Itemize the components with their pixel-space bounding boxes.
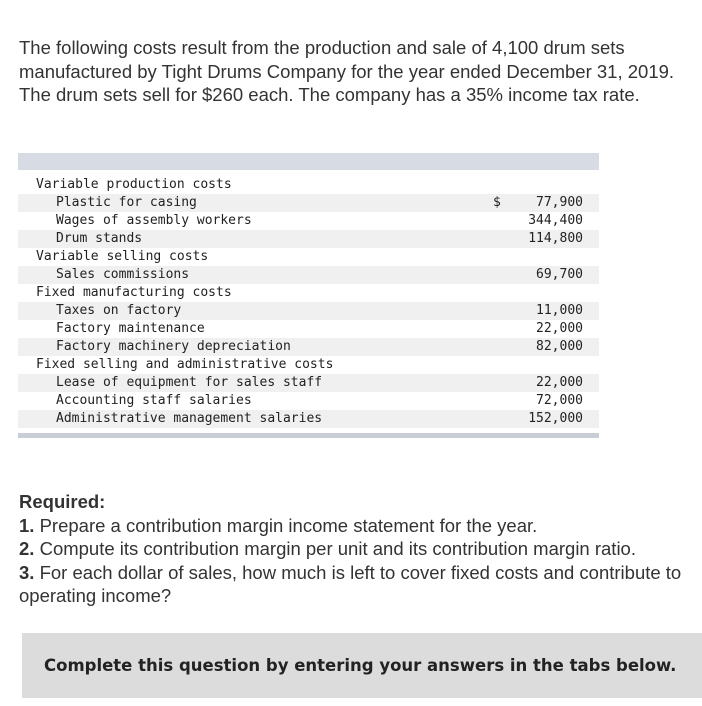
cost-amount <box>493 266 599 284</box>
currency-symbol <box>493 392 505 410</box>
amount-value: 72,000 <box>536 393 583 408</box>
question-3 <box>19 561 689 608</box>
currency-symbol <box>493 338 505 356</box>
cost-label: Plastic for casing <box>56 195 197 210</box>
table-footer-bar <box>18 433 599 438</box>
currency-symbol <box>493 266 505 284</box>
cost-label: Administrative management salaries <box>56 411 323 426</box>
amount-value: 82,000 <box>536 339 583 354</box>
cost-row <box>18 338 599 356</box>
cost-label: Drum stands <box>56 231 143 246</box>
amount-value: 114,800 <box>528 231 583 246</box>
amount-value: 22,000 <box>536 375 583 390</box>
cost-row <box>18 266 599 284</box>
question-text: For each dollar of sales, how much is left to cover fixed costs and contribute to operating income? <box>19 561 682 606</box>
question-text: Prepare a contribution margin income statement for the year. <box>39 514 538 536</box>
currency-symbol <box>493 230 505 248</box>
cost-amount <box>493 212 599 230</box>
currency-symbol <box>493 212 505 230</box>
amount-value: 11,000 <box>536 303 583 318</box>
cost-amount <box>493 374 599 392</box>
section-label: Fixed manufacturing costs <box>36 285 232 300</box>
table-header-bar <box>18 153 599 170</box>
question-2 <box>19 537 689 561</box>
cost-amount <box>493 230 599 248</box>
currency-symbol <box>493 320 505 338</box>
section-row <box>18 176 599 194</box>
cost-table <box>18 153 599 438</box>
cost-label: Accounting staff salaries <box>56 393 252 408</box>
cost-row <box>18 194 599 212</box>
cost-label: Wages of assembly workers <box>56 213 252 228</box>
problem-intro: The following costs result from the production and sale of 4,100 drum sets manufactured by Tight Drums Company for the year ended December 31, 2019. The drum sets sell for $260 each. The company has a 35% income tax rate. <box>19 37 675 105</box>
section-row <box>18 248 599 266</box>
currency-symbol <box>493 374 505 392</box>
amount-value: 344,400 <box>528 213 583 228</box>
question-number: 2. <box>19 538 35 559</box>
amount-value: 69,700 <box>536 267 583 282</box>
cost-row <box>18 392 599 410</box>
currency-symbol: $ <box>493 195 501 210</box>
section-label: Fixed selling and administrative costs <box>36 357 334 372</box>
section-label: Variable production costs <box>36 177 232 192</box>
cost-amount <box>493 410 599 428</box>
amount-value: 152,000 <box>528 411 583 426</box>
amount-value: 77,900 <box>536 195 583 210</box>
required-section <box>19 490 689 608</box>
cost-amount <box>493 302 599 320</box>
currency-symbol <box>493 410 505 428</box>
cost-row <box>18 302 599 320</box>
cost-amount <box>493 338 599 356</box>
cost-label: Lease of equipment for sales staff <box>56 375 323 390</box>
cost-amount <box>493 194 599 212</box>
instruction-banner <box>22 633 702 698</box>
cost-row <box>18 374 599 392</box>
cost-row <box>18 320 599 338</box>
cost-amount <box>493 392 599 410</box>
section-label: Variable selling costs <box>36 249 209 264</box>
question-number: 1. <box>19 514 35 536</box>
question-number: 3. <box>19 561 35 583</box>
instruction-text: Complete this question by entering your answers in the tabs below. <box>44 656 677 675</box>
cost-label: Sales commissions <box>56 267 190 282</box>
cost-label: Taxes on factory <box>56 303 182 318</box>
cost-table-body <box>18 170 599 428</box>
cost-label: Factory maintenance <box>56 321 205 336</box>
question-1 <box>19 514 689 538</box>
cost-label: Factory machinery depreciation <box>56 339 291 354</box>
section-row <box>18 356 599 374</box>
currency-symbol <box>493 302 505 320</box>
amount-value: 22,000 <box>536 321 583 336</box>
required-heading: Required: <box>19 491 106 512</box>
cost-row <box>18 212 599 230</box>
question-text: Compute its contribution margin per unit and its contribution margin ratio. <box>39 538 636 559</box>
section-row <box>18 284 599 302</box>
cost-amount <box>493 320 599 338</box>
cost-row <box>18 230 599 248</box>
cost-row <box>18 410 599 428</box>
